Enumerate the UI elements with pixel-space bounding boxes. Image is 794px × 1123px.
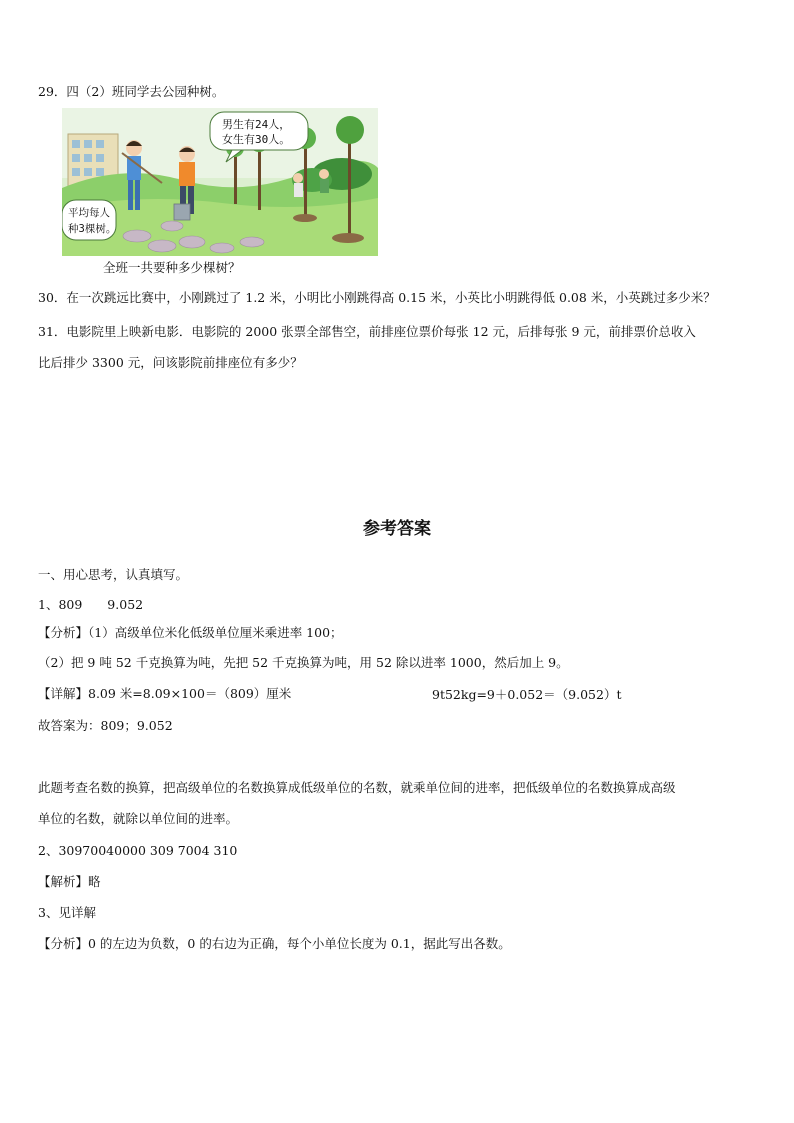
answer-1-note-line1: 此题考查名数的换算，把高级单位的名数换算成低级单位的名数，就乘单位间的进率，把低级单位的名数换算成高级 [38,780,676,795]
question-30: 30．在一次跳远比赛中，小刚跳过了 1.2 米，小明比小刚跳得高 0.15 米，小英比小明跳得低 0.08 米，小英跳过多少米？ [38,290,716,305]
answer-1-conclusion: 故答案为：809；9.052 [38,718,173,733]
section-1-heading: 一、用心思考，认真填写。 [38,567,189,582]
tree-planting-illustration [62,108,378,256]
answer-1-detail-right: 9t52kg=9＋0.052＝（9.052）t [432,687,622,702]
answer-1-analysis-2: （2）把 9 吨 52 千克换算为吨，先把 52 千克换算为吨，用 52 除以进率 1000，然后加上 9。 [38,655,569,670]
bubble-left-line1: 平均每人 [68,207,110,219]
answer-2-analysis: 【解析】略 [38,874,101,889]
question-31-line2: 比后排少 3300 元，问该影院前排座位有多少？ [38,355,303,370]
question-31-line1: 31．电影院里上映新电影．电影院的 2000 张票全部售空，前排座位票价每张 12 元，后排每张 9 元，前排票价总收入 [38,324,696,339]
question-29-caption: 全班一共要种多少棵树？ [103,260,241,275]
answer-3: 3、见详解 [38,905,96,920]
answer-1-detail-left: 【详解】8.09 米=8.09×100＝（809）厘米 [38,686,292,701]
bubble-top-line2: 女生有30人。 [222,133,291,146]
answer-3-analysis: 【分析】0 的左边为负数，0 的右边为正确，每个小单位长度为 0.1，据此写出各数。 [38,936,511,951]
answer-1-note-line2: 单位的名数，就除以单位间的进率。 [38,811,239,826]
question-29: 29．四（2）班同学去公园种树。 [38,84,225,99]
answers-title: 参考答案 [363,519,431,539]
answer-1: 1、809 9.052 [38,597,144,612]
answer-2: 2、30970040000 309 7004 310 [38,843,238,858]
answer-1-analysis-1: 【分析】（1）高级单位米化低级单位厘米乘进率 100； [38,625,343,640]
bubble-top-line1: 男生有24人， [222,118,291,131]
bubble-left-line2: 种3棵树。 [68,223,117,235]
